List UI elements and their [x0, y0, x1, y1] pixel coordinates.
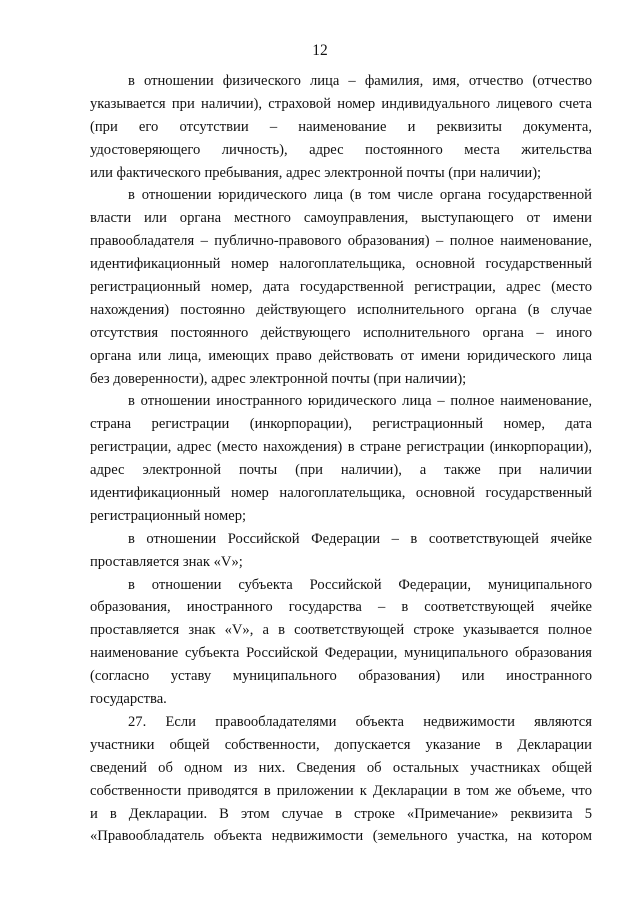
text-line: участники общей собственности, допускается указание в Декларации [90, 736, 592, 753]
text-line: проставляется знак «V»; [90, 553, 243, 570]
text-line: в отношении субъекта Российской Федерации, муниципального [128, 576, 592, 593]
text-line: регистрационный номер, дата государственной регистрации, адрес (место [90, 279, 592, 296]
text-line: (при его отсутствии – наименование и реквизиты документа, [90, 118, 592, 135]
text-line: в отношении физического лица – фамилия, имя, отчество (отчество [128, 73, 592, 89]
text-line: проставляется знак «V», а в соответствующей строке указывается полное [90, 622, 592, 639]
text-line: образования, иностранного государства – в соответствующей ячейке [90, 599, 592, 616]
text-line: (согласно уставу муниципального образования) или иностранного [90, 668, 592, 685]
text-line: нахождения) постоянно действующего исполнительного органа (в случае [90, 301, 592, 318]
text-line: наименование субъекта Российской Федерации, муниципального образования [90, 645, 592, 662]
paragraph-legal-entity [90, 184, 592, 390]
text-line: в отношении юридического лица (в том числе органа государственной [128, 187, 592, 204]
text-line: власти или органа местного самоуправления, выступающего от имени [90, 210, 592, 227]
paragraph-federal-subject [90, 574, 592, 711]
text-line: регистрации, адрес (место нахождения) в стране регистрации (инкорпорации), [90, 439, 592, 456]
text-line: органа или лица, имеющих право действовать от имени юридического лица [90, 347, 592, 364]
text-line: без доверенности), адрес электронной почты (при наличии); [90, 370, 467, 387]
paragraph-physical-person [90, 70, 592, 184]
text-line: удостоверяющего личность), адрес постоянного места жительства [90, 141, 592, 158]
paragraph-russian-federation [90, 528, 592, 574]
text-line: адрес электронной почты (при наличии), а также при наличии [90, 462, 592, 479]
paragraph-foreign-legal-entity [90, 390, 592, 527]
text-line: сведений об одном из них. Сведения об остальных участниках общей [90, 759, 592, 776]
text-line: отсутствия постоянного действующего исполнительного органа – иного [90, 324, 592, 341]
text-line: и в Декларации. В этом случае в строке «Примечание» реквизита 5 [90, 805, 592, 822]
text-line: 27. Если правообладателями объекта недвижимости являются [128, 713, 592, 730]
paragraph-27-common-ownership [90, 711, 592, 848]
text-line: идентификационный номер налогоплательщика, основной государственный [90, 256, 592, 273]
text-line: указывается при наличии), страховой номер индивидуального лицевого счета [90, 95, 592, 112]
document-body [90, 70, 592, 848]
text-line: идентификационный номер налогоплательщика, основной государственный [90, 485, 592, 502]
text-line: правообладателя – публично-правового образования) – полное наименование, [90, 233, 592, 250]
text-line: страна регистрации (инкорпорации), регистрационный номер, дата [90, 416, 592, 433]
text-line: собственности приводятся в приложении к Декларации в том же объеме, что [90, 782, 592, 799]
text-line: регистрационный номер; [90, 507, 247, 524]
text-line: в отношении иностранного юридического лица – полное наименование, [128, 393, 592, 410]
text-line: в отношении Российской Федерации – в соответствующей ячейке [128, 530, 592, 547]
text-line: или фактического пребывания, адрес электронной почты (при наличии); [90, 164, 542, 181]
page-number: 12 [312, 42, 328, 59]
text-line: «Правообладатель объекта недвижимости (земельного участка, на котором [90, 828, 592, 845]
text-line: государства. [90, 691, 167, 708]
